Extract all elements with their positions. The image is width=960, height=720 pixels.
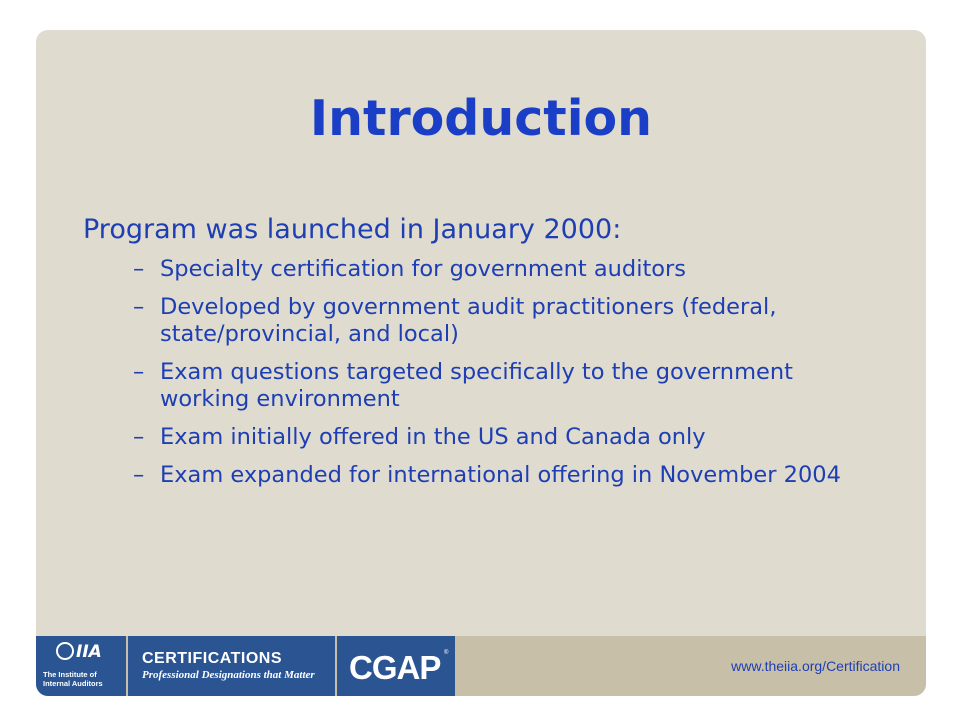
certification-url[interactable]: www.theiia.org/Certification xyxy=(731,658,900,674)
cgap-logo xyxy=(337,636,455,696)
slide xyxy=(36,30,926,696)
bullet-text: Developed by government audit practitioners (federal, state/provincial, and local) xyxy=(160,294,777,347)
certifications-banner xyxy=(128,636,335,696)
bullet-marker: – xyxy=(133,359,145,385)
bullet-marker: – xyxy=(133,424,145,450)
bullet-item xyxy=(133,294,853,348)
slide-title: Introduction xyxy=(309,90,653,147)
bullet-text: Exam questions targeted specifically to the government working environment xyxy=(160,359,793,412)
iia-logo xyxy=(36,636,126,696)
registered-mark: ® xyxy=(444,650,449,656)
bullet-text: Exam initially offered in the US and Canada only xyxy=(160,424,706,450)
bullet-marker: – xyxy=(133,294,145,320)
cgap-wordmark: CGAP xyxy=(349,649,441,686)
certifications-title: CERTIFICATIONS xyxy=(142,650,283,667)
iia-mark: IIA xyxy=(76,642,102,662)
bullet-marker: – xyxy=(133,256,145,282)
bullet-item xyxy=(133,256,853,283)
globe-icon xyxy=(56,642,74,660)
bullet-item xyxy=(133,424,853,451)
bullet-text: Exam expanded for international offering in November 2004 xyxy=(160,462,841,488)
bullet-list xyxy=(133,256,853,500)
bullet-item xyxy=(133,359,853,413)
footer-bar xyxy=(36,636,926,696)
iia-org-name: The Institute of Internal Auditors xyxy=(43,670,103,688)
certifications-subtitle: Professional Designations that Matter xyxy=(142,669,315,681)
lead-text: Program was launched in January 2000: xyxy=(83,214,622,245)
bullet-item xyxy=(133,462,853,489)
bullet-text: Specialty certification for government auditors xyxy=(160,256,687,282)
bullet-marker: – xyxy=(133,462,145,488)
